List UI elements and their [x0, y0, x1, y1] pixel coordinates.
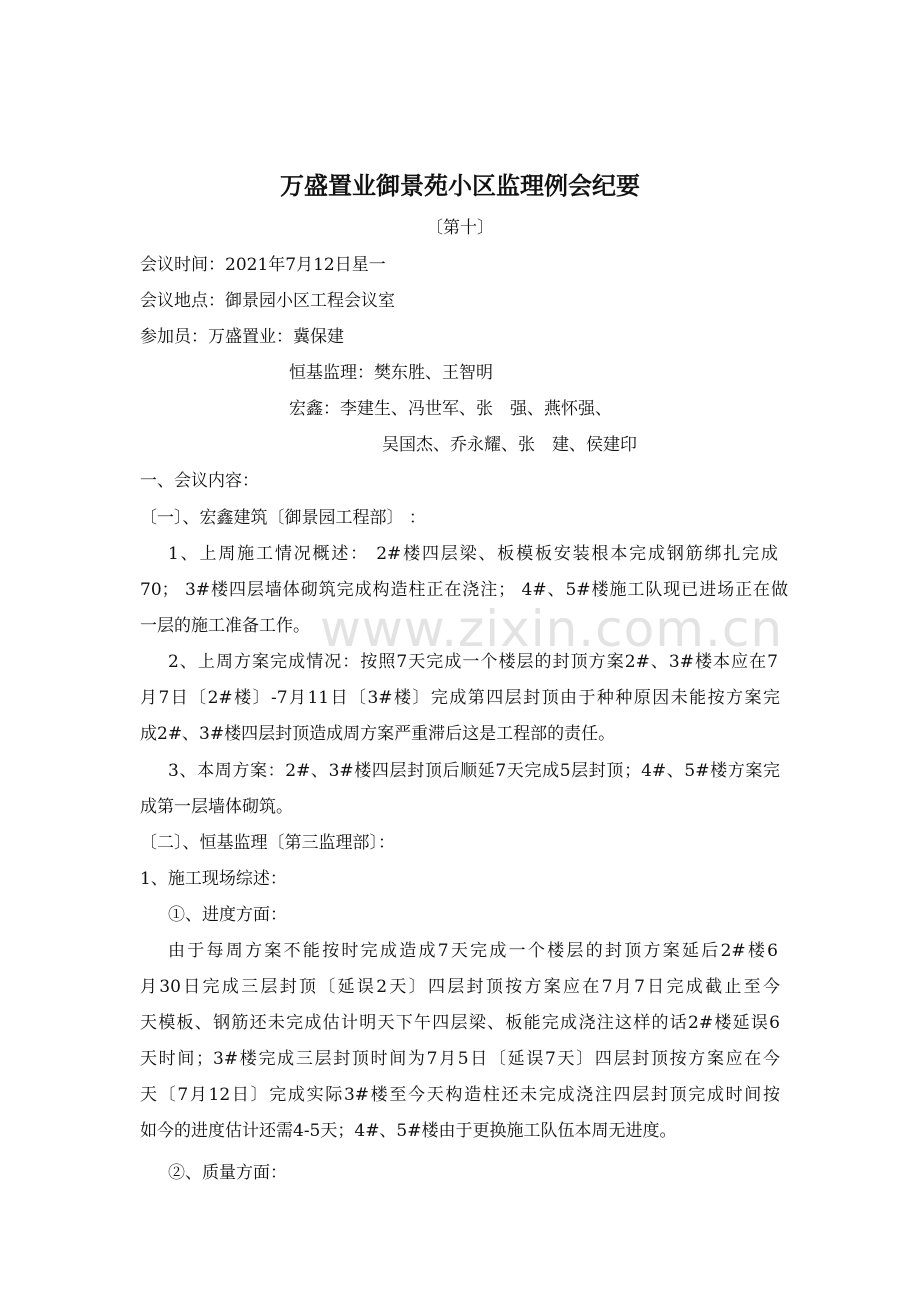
attendees-line-1: 参加员：万盛置业：冀保建	[140, 327, 344, 347]
progress-text-line: 月30日完成三层封顶〔延误2天〕四层封顶按方案应在7月7日完成截止至今	[140, 977, 780, 997]
section-heading-meeting-content: 一、会议内容：	[140, 471, 259, 491]
progress-text-line: 天模板、钢筋还未完成估计明天下午四层梁、板能完成浇注这样的话2#楼延误6	[140, 1013, 780, 1033]
attendees-line-4: 吴国杰、乔永耀、张 建、侯建印	[382, 435, 637, 455]
part2-heading: 〔二〕、恒基监理〔第三监理部〕：	[140, 833, 395, 853]
part1-item3-line: 3、本周方案：2#、3#楼四层封顶后顺延7天完成5层封顶；4#、5#楼方案完	[168, 761, 780, 781]
watermark: www.zixin.com.cn	[320, 600, 784, 658]
meeting-place: 会议地点：御景园小区工程会议室	[140, 291, 395, 311]
quality-heading: ②、质量方面：	[168, 1163, 287, 1183]
part1-item1-line: 一层的施工准备工作。	[140, 616, 310, 636]
progress-text-line: 如今的进度估计还需4-5天；4#、5#楼由于更换施工队伍本周无进度。	[140, 1121, 677, 1141]
attendees-line-3: 宏鑫：李建生、冯世军、张 强、燕怀强、	[289, 399, 612, 419]
part1-item1-line: 70； 3#楼四层墙体砌筑完成构造柱正在浇注； 4#、5#楼施工队现已进场正在做	[140, 580, 788, 600]
part1-heading: 〔一〕、宏鑫建筑〔御景园工程部〕 ：	[140, 508, 426, 528]
part1-item2-line: 2、上周方案完成情况：按照7天完成一个楼层的封顶方案2#、3#楼本应在7	[168, 652, 778, 672]
part1-item2-line: 月7日〔2#楼〕-7月11日〔3#楼〕完成第四层封顶由于种种原因未能按方案完	[140, 688, 780, 708]
progress-text-line: 天时间；3#楼完成三层封顶时间为7月5日〔延误7天〕四层封顶按方案应在今	[140, 1049, 780, 1069]
document-title: 万盛置业御景苑小区监理例会纪要	[280, 171, 640, 200]
part1-item1-line: 1、上周施工情况概述： 2#楼四层梁、板模板安装根本完成钢筋绑扎完成	[168, 544, 778, 564]
meeting-time: 会议时间：2021年7月12日星一	[140, 255, 386, 275]
part1-item3-line: 成第一层墙体砌筑。	[140, 797, 293, 817]
progress-text-line: 由于每周方案不能按时完成造成7天完成一个楼层的封顶方案延后2#楼6	[168, 941, 778, 961]
part2-item1-heading: 1、施工现场综述：	[140, 869, 287, 889]
part1-item2-line: 成2#、3#楼四层封顶造成周方案严重滞后这是工程部的责任。	[140, 724, 616, 744]
progress-text-line: 天〔7月12日〕完成实际3#楼至今天构造柱还未完成浇注四层封顶完成时间按	[140, 1085, 780, 1105]
progress-heading: ①、进度方面：	[168, 905, 287, 925]
attendees-line-2: 恒基监理：樊东胜、王智明	[289, 363, 493, 383]
document-subtitle: 〔第十〕	[426, 218, 494, 238]
